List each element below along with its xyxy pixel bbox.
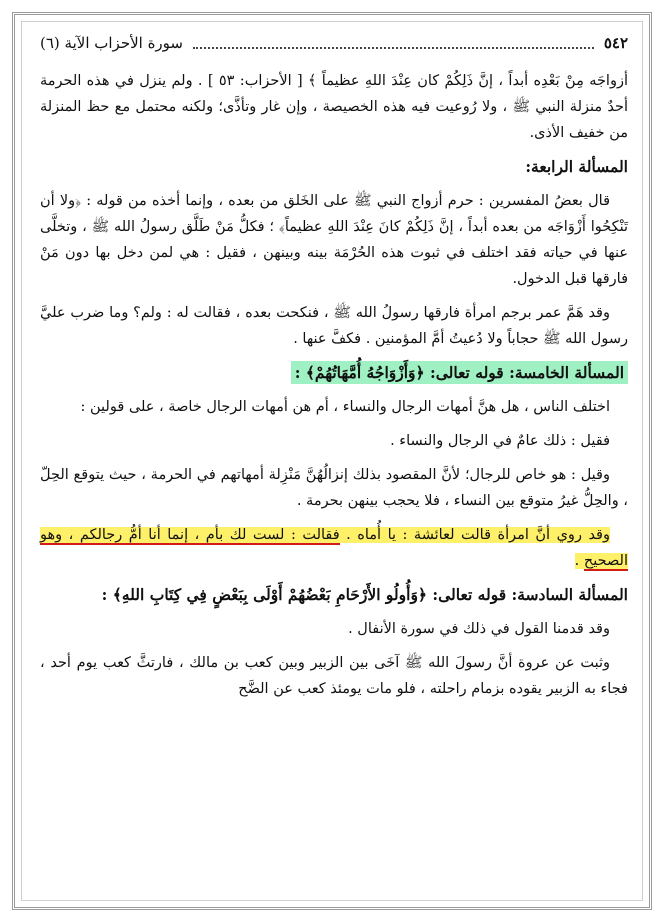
section-6-paragraph-2: وثبت عن عروة أنَّ رسولَ الله ﷺ آخَى بين الزبير وبين كعب بن مالك ، فارتثَّ كعب يوم أحد ، فجاء به الزبير يقوده بزمام راحلته ، فلو مات يومئذ كعب عن الضَّح [40, 655, 628, 697]
paragraph-intro: أزواجَه مِنْ بَعْدِه أبداً ، إنَّ ذَلِكُمْ كان عِنْدَ اللهِ عظيماً ﴾ [ الأحزاب: ٥٣ ] . ولم ينزل في هذه الحرمة أحدٌ منزلة النبي ﷺ ، ولا رُوعيت فيه هذه الخصيصة ، وإن غار وتأذَّى؛ ولكنه محتمل مع حظ المنزلة من خفيف الأذى. [40, 73, 628, 141]
section-5-paragraph-4 [40, 522, 628, 574]
highlight-aisha-reply: فقالت : لست لك بأم ، إنما أنا أمُّ رجالكم ، وهو الصحيح [40, 527, 628, 569]
section-5-paragraph-3: وقيل : هو خاص للرجال؛ لأنَّ المقصود بذلك إنزالُهُنَّ مَنْزِلة أمهاتهم في الحرمة ، حيث يتوقع الحِلّ ، والحِلُّ غيرُ متوقع بين النساء ، فلا يحجب بينهن بحرمة . [40, 467, 628, 509]
section-5-paragraph-2: فقيل : ذلك عامٌ في الرجال والنساء . [390, 433, 610, 449]
section-6-paragraph-1: وقد قدمنا القول في ذلك في سورة الأنفال . [348, 621, 610, 637]
section-5-title-wrapper [40, 360, 628, 386]
section-6-title: المسألة السادسة: قوله تعالى: ﴿وَأُولُو الأَرْحَامِ بَعْضُهُمْ أَوْلَى بِبَعْضٍ فِي كِتَابِ اللهِ﴾ : [101, 585, 628, 604]
section-4-paragraph-2: وقد هَمَّ عمر برجم امرأة فارقها رسولُ الله ﷺ ، فنكحت بعده ، فقالت له : ولم؟ وما ضرب عليَّ رسول الله ﷺ حجاباً ولا دُعيتُ أمَّ المؤمنين . فكفَّ عنها . [40, 305, 628, 347]
header-dotted-rule [193, 37, 594, 49]
book-page [40, 28, 628, 710]
highlight-narration: وقد روي أنَّ امرأة قالت لعائشة : يا أُماه . [339, 527, 610, 543]
section-4-paragraph-1: قال بعضُ المفسرين : حرم أزواج النبي ﷺ على الخَلق من بعده ، وإنما أخذه من قوله : ﴿ولا أن تَنْكِحُوا أَزْوَاجَه من بعده أبداً ، إنَّ ذَلِكُمْ كانَ عِنْدَ اللهِ عظيماً﴾ ؛ فكلُّ مَنْ طَلَّق رسولُ الله ﷺ ، وتخلَّى عنها في حياته فقد اختلف في ثبوت هذه الحُرْمَة بينه وبينهن ، فقيل : هي لمن دخل بها دون مَنْ فارقها قبل الدخول. [40, 193, 628, 287]
section-5-paragraph-1: اختلف الناس ، هل هنَّ أمهات الرجال والنساء ، أم هن أمهات الرجال خاصة ، على قولين : [80, 399, 610, 415]
surah-title: سورة الأحزاب الآية (٦) [40, 34, 183, 52]
highlight-end: . [574, 553, 584, 569]
section-5-title: المسألة الخامسة: قوله تعالى: ﴿وَأَزْوَاجُهُ أُمَّهَاتُهُمْ﴾ : [291, 361, 628, 384]
page-header [40, 28, 628, 58]
section-4-title: المسألة الرابعة: [525, 157, 628, 176]
page-number: ٥٤٢ [603, 34, 628, 52]
